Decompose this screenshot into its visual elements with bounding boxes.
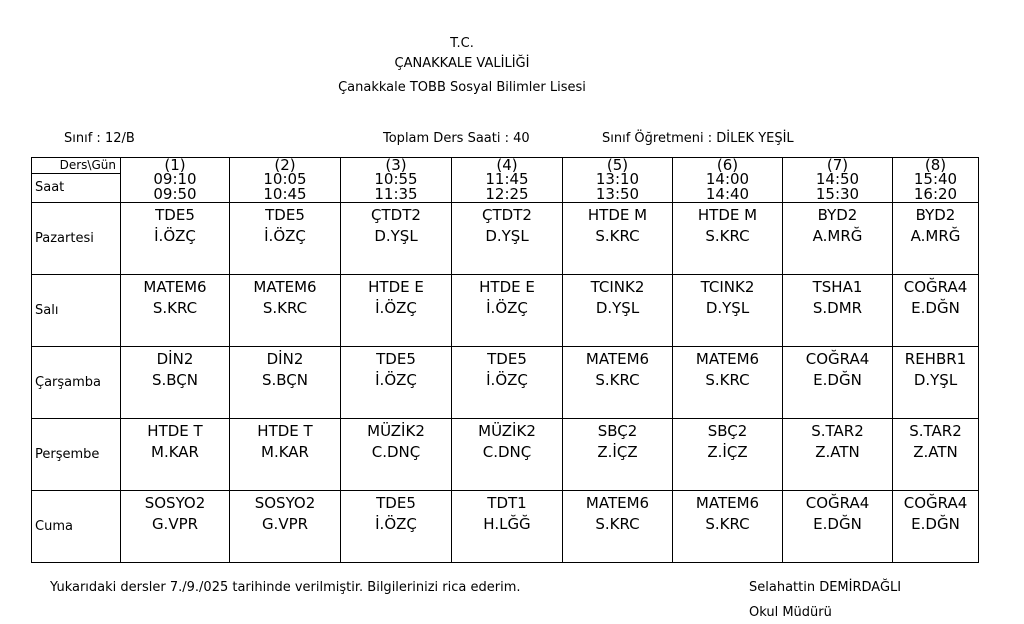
lesson-cell <box>230 347 341 419</box>
lesson-teacher: D.YŞL <box>705 299 750 317</box>
signer-name: Selahattin DEMİRDAĞLI <box>749 580 902 595</box>
lesson-cell <box>563 347 673 419</box>
lesson-code: TCINK2 <box>700 278 755 296</box>
lesson-code: MATEM6 <box>695 494 760 512</box>
period-end-time: 10:45 <box>263 185 307 203</box>
lesson-cell <box>341 347 452 419</box>
lesson-cell <box>452 203 563 275</box>
period-number: (6) <box>716 156 739 174</box>
lesson-cell <box>893 203 979 275</box>
period-end-time: 09:50 <box>153 185 197 203</box>
lesson-code: HTDE T <box>257 422 313 440</box>
saat-label: Saat <box>32 174 121 203</box>
lesson-teacher: Z.ATN <box>913 443 958 461</box>
lesson-cell <box>230 203 341 275</box>
lesson-teacher: A.MRĞ <box>812 227 863 245</box>
lesson-cell <box>563 491 673 563</box>
lesson-cell <box>341 275 452 347</box>
lesson-teacher: H.LĞĞ <box>483 515 531 533</box>
lesson-teacher: Z.ATN <box>815 443 860 461</box>
class-teacher-info <box>602 130 794 148</box>
timetable <box>31 157 979 563</box>
period-end-time: 12:25 <box>485 185 529 203</box>
lesson-cell <box>452 347 563 419</box>
lesson-code: BYD2 <box>915 206 956 224</box>
lesson-code: HTDE M <box>587 206 648 224</box>
header-line-school: Çanakkale TOBB Sosyal Bilimler Lisesi <box>338 80 586 95</box>
lesson-teacher: İ.ÖZÇ <box>154 227 196 245</box>
lesson-cell <box>341 491 452 563</box>
lesson-teacher: E.DĞN <box>911 299 960 317</box>
lesson-cell <box>783 203 893 275</box>
lesson-code: SOSYO2 <box>254 494 316 512</box>
period-end-time: 11:35 <box>374 185 418 203</box>
lesson-cell <box>341 419 452 491</box>
lesson-teacher: S.KRC <box>705 227 750 245</box>
class-info <box>64 130 135 148</box>
lesson-cell <box>673 347 783 419</box>
lesson-cell <box>121 419 230 491</box>
lesson-code: BYD2 <box>817 206 858 224</box>
lesson-code: COĞRA4 <box>903 494 968 512</box>
lesson-cell <box>230 275 341 347</box>
lesson-teacher: M.KAR <box>261 443 309 461</box>
lesson-cell <box>563 203 673 275</box>
header-line-governorship: ÇANAKKALE VALİLİĞİ <box>394 56 530 71</box>
lesson-code: DİN2 <box>266 350 304 368</box>
day-label: Cuma <box>32 491 121 563</box>
class-value: 12/B <box>104 131 135 146</box>
period-header <box>452 158 563 203</box>
lesson-cell <box>452 491 563 563</box>
class-teacher-label: Sınıf Öğretmeni : <box>602 131 713 146</box>
lesson-teacher: Z.İÇZ <box>707 443 748 461</box>
lesson-code: COĞRA4 <box>805 350 870 368</box>
lesson-cell <box>893 419 979 491</box>
lesson-teacher: İ.ÖZÇ <box>375 371 417 389</box>
lesson-code: REHBR1 <box>904 350 967 368</box>
lesson-cell <box>452 419 563 491</box>
day-row <box>32 347 979 419</box>
period-start-time: 13:10 <box>595 170 640 188</box>
period-header <box>893 158 979 203</box>
period-header <box>121 158 230 203</box>
lesson-teacher: G.VPR <box>261 515 309 533</box>
lesson-code: MATEM6 <box>253 278 317 296</box>
lesson-teacher: E.DĞN <box>813 515 862 533</box>
lesson-cell <box>452 275 563 347</box>
corner-header: Ders\Gün <box>32 158 121 174</box>
period-header <box>230 158 341 203</box>
lesson-code: HTDE M <box>697 206 758 224</box>
period-start-time: 14:50 <box>815 170 860 188</box>
lesson-teacher: E.DĞN <box>813 371 862 389</box>
lesson-code: ÇTDT2 <box>482 206 532 224</box>
lesson-cell <box>893 491 979 563</box>
day-row <box>32 491 979 563</box>
lesson-code: TDE5 <box>376 494 416 512</box>
lesson-code: TSHA1 <box>812 278 863 296</box>
lesson-code: COĞRA4 <box>903 278 968 296</box>
lesson-teacher: D.YŞL <box>374 227 418 245</box>
period-start-time: 15:40 <box>913 170 958 188</box>
lesson-teacher: İ.ÖZÇ <box>375 515 417 533</box>
lesson-code: TDE5 <box>155 206 195 224</box>
lesson-cell <box>783 491 893 563</box>
day-row <box>32 419 979 491</box>
lesson-code: TDE5 <box>376 350 416 368</box>
lesson-cell <box>673 275 783 347</box>
period-number: (8) <box>924 156 947 174</box>
lesson-code: MATEM6 <box>585 350 650 368</box>
lesson-cell <box>121 203 230 275</box>
lesson-teacher: İ.ÖZÇ <box>486 371 528 389</box>
signer-title: Okul Müdürü <box>749 605 832 620</box>
lesson-code: DİN2 <box>156 350 194 368</box>
lesson-code: MATEM6 <box>143 278 207 296</box>
lesson-cell <box>121 347 230 419</box>
period-header <box>673 158 783 203</box>
lesson-code: TDT1 <box>487 494 527 512</box>
period-start-time: 10:05 <box>263 170 307 188</box>
period-number: (3) <box>385 156 407 174</box>
lesson-code: HTDE T <box>147 422 203 440</box>
class-label: Sınıf : <box>64 131 101 146</box>
period-end-time: 15:30 <box>815 185 860 203</box>
lesson-cell <box>673 203 783 275</box>
period-start-time: 14:00 <box>705 170 750 188</box>
lesson-cell <box>121 275 230 347</box>
lesson-teacher: A.MRĞ <box>910 227 961 245</box>
lesson-code: SBÇ2 <box>707 422 748 440</box>
day-label: Çarşamba <box>32 347 121 419</box>
period-header <box>563 158 673 203</box>
period-end-time: 14:40 <box>705 185 750 203</box>
day-row <box>32 275 979 347</box>
lesson-code: SOSYO2 <box>144 494 206 512</box>
day-label: Perşembe <box>32 419 121 491</box>
class-teacher-value: DİLEK YEŞİL <box>716 131 794 146</box>
total-hours-info <box>383 130 530 148</box>
lesson-teacher: S.KRC <box>595 515 640 533</box>
period-number: (1) <box>164 156 186 174</box>
lesson-code: SBÇ2 <box>597 422 638 440</box>
lesson-cell <box>673 419 783 491</box>
lesson-cell <box>783 347 893 419</box>
period-header <box>783 158 893 203</box>
period-header <box>341 158 452 203</box>
lesson-code: HTDE E <box>479 278 535 296</box>
lesson-teacher: S.BÇN <box>151 371 198 389</box>
lesson-cell <box>893 347 979 419</box>
lesson-teacher: S.KRC <box>705 371 750 389</box>
lesson-teacher: S.KRC <box>595 227 640 245</box>
lesson-cell <box>563 275 673 347</box>
lesson-cell <box>230 491 341 563</box>
lesson-cell <box>563 419 673 491</box>
lesson-cell <box>783 275 893 347</box>
lesson-code: MÜZİK2 <box>367 422 425 440</box>
lesson-code: MÜZİK2 <box>478 422 536 440</box>
period-number: (5) <box>606 156 629 174</box>
period-number: (7) <box>826 156 849 174</box>
period-end-time: 13:50 <box>595 185 640 203</box>
lesson-teacher: C.DNÇ <box>482 443 532 461</box>
lesson-cell <box>230 419 341 491</box>
lesson-teacher: Z.İÇZ <box>597 443 638 461</box>
lesson-teacher: S.KRC <box>595 371 640 389</box>
lesson-teacher: İ.ÖZÇ <box>375 299 417 317</box>
lesson-teacher: D.YŞL <box>913 371 958 389</box>
lesson-teacher: D.YŞL <box>485 227 529 245</box>
lesson-teacher: G.VPR <box>151 515 199 533</box>
period-end-time: 16:20 <box>913 185 958 203</box>
lesson-teacher: S.KRC <box>152 299 198 317</box>
lesson-cell <box>341 203 452 275</box>
lesson-teacher: S.KRC <box>262 299 308 317</box>
lesson-code: ÇTDT2 <box>371 206 421 224</box>
lesson-code: MATEM6 <box>585 494 650 512</box>
lesson-code: COĞRA4 <box>805 494 870 512</box>
lesson-cell <box>893 275 979 347</box>
lesson-teacher: S.KRC <box>705 515 750 533</box>
total-hours-value: 40 <box>513 131 530 146</box>
period-number: (2) <box>274 156 296 174</box>
lesson-cell <box>673 491 783 563</box>
lesson-teacher: D.YŞL <box>595 299 640 317</box>
period-start-time: 11:45 <box>485 170 529 188</box>
lesson-teacher: E.DĞN <box>911 515 960 533</box>
period-number-row <box>32 158 979 174</box>
total-hours-label: Toplam Ders Saati : <box>383 131 509 146</box>
lesson-code: MATEM6 <box>695 350 760 368</box>
lesson-teacher: İ.ÖZÇ <box>486 299 528 317</box>
lesson-cell <box>783 419 893 491</box>
lesson-code: TCINK2 <box>590 278 645 296</box>
period-start-time: 10:55 <box>374 170 418 188</box>
lesson-code: TDE5 <box>265 206 305 224</box>
day-label: Salı <box>32 275 121 347</box>
lesson-code: HTDE E <box>368 278 424 296</box>
lesson-teacher: İ.ÖZÇ <box>264 227 306 245</box>
period-start-time: 09:10 <box>153 170 197 188</box>
lesson-code: S.TAR2 <box>909 422 962 440</box>
lesson-teacher: S.DMR <box>812 299 863 317</box>
lesson-teacher: M.KAR <box>151 443 199 461</box>
lesson-code: S.TAR2 <box>811 422 864 440</box>
header-line-tc: T.C. <box>450 36 474 51</box>
lesson-cell <box>121 491 230 563</box>
lesson-code: TDE5 <box>487 350 527 368</box>
lesson-teacher: S.BÇN <box>261 371 308 389</box>
day-label: Pazartesi <box>32 203 121 275</box>
footer-note: Yukarıdaki dersler 7./9./025 tarihinde verilmiştir. Bilgilerinizi rica ederim. <box>50 580 521 595</box>
period-number: (4) <box>496 156 518 174</box>
day-row <box>32 203 979 275</box>
lesson-teacher: C.DNÇ <box>371 443 421 461</box>
